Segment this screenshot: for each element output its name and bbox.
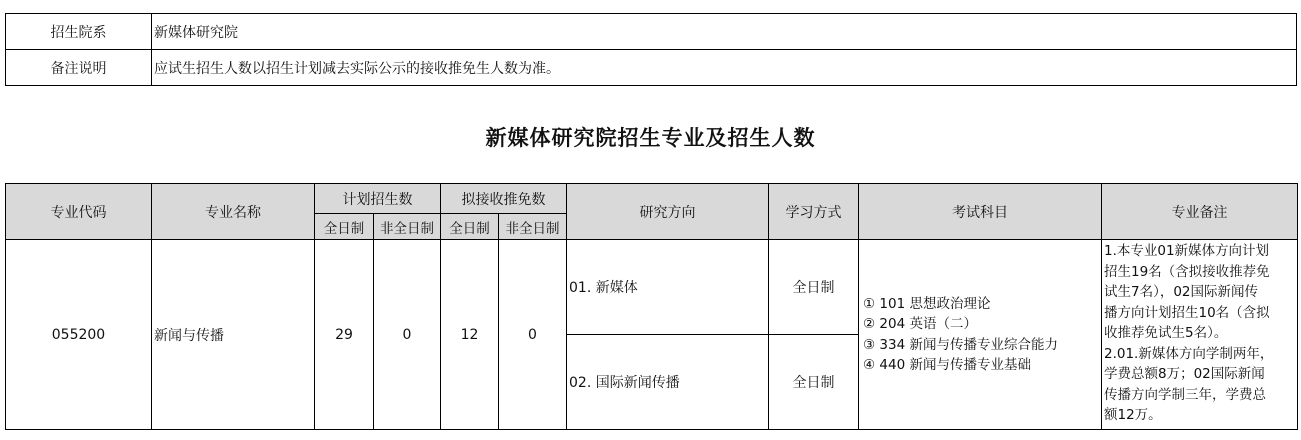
note-line: 额12万。 <box>1104 407 1162 423</box>
header-rec-fulltime: 全日制 <box>441 214 499 240</box>
plan-parttime: 0 <box>374 240 441 430</box>
program-table <box>5 183 1298 430</box>
header-plan-fulltime: 全日制 <box>315 214 374 240</box>
mode-1: 全日制 <box>769 240 859 335</box>
note-line: 2.01.新媒体方向学制两年， <box>1104 345 1274 362</box>
exam-subject: ④ 440 新闻与传播专业基础 <box>863 357 1031 373</box>
program-name: 新闻与传播 <box>152 240 315 430</box>
header-plan-parttime: 非全日制 <box>374 214 441 240</box>
program-note <box>1102 240 1298 430</box>
note-line: 1.本专业01新媒体方向计划 <box>1104 243 1270 259</box>
department-label: 招生院系 <box>6 14 152 50</box>
header-direction: 研究方向 <box>567 184 769 240</box>
table-row <box>6 240 1298 335</box>
header-recommend: 拟接收推免数 <box>441 184 567 214</box>
note-line: 学费总额8万；02国际新闻 <box>1104 366 1265 382</box>
note-line: 传播方向学制三年，学费总 <box>1104 386 1266 403</box>
rec-parttime: 0 <box>499 240 567 430</box>
info-row-remark <box>6 50 1297 86</box>
note-line: 招生19名（含拟接收推荐免 <box>1104 263 1270 280</box>
header-note: 专业备注 <box>1102 184 1298 240</box>
header-row <box>6 184 1298 214</box>
header-exam: 考试科目 <box>859 184 1102 240</box>
rec-fulltime: 12 <box>441 240 499 430</box>
header-rec-parttime: 非全日制 <box>499 214 567 240</box>
remark-label: 备注说明 <box>6 50 152 86</box>
program-code: 055200 <box>6 240 152 430</box>
page-title: 新媒体研究院招生专业及招生人数 <box>485 126 816 150</box>
direction-1: 01. 新媒体 <box>567 240 769 335</box>
header-plan: 计划招生数 <box>315 184 441 214</box>
note-line: 试生7名），02国际新闻传 <box>1104 284 1259 300</box>
note-line: 播方向计划招生10名（含拟 <box>1104 304 1270 321</box>
remark-value: 应试生招生人数以招生计划减去实际公示的接收推免生人数为准。 <box>152 50 1297 86</box>
note-line: 收推荐免试生5名）。 <box>1104 325 1228 341</box>
mode-2: 全日制 <box>769 335 859 430</box>
department-value: 新媒体研究院 <box>152 14 1297 50</box>
header-name: 专业名称 <box>152 184 315 240</box>
info-table <box>5 13 1297 86</box>
plan-fulltime: 29 <box>315 240 374 430</box>
exam-subject: ② 204 英语（二） <box>863 316 977 332</box>
info-row-department <box>6 14 1297 50</box>
header-code: 专业代码 <box>6 184 152 240</box>
exam-subjects <box>859 240 1102 430</box>
exam-subject: ① 101 思想政治理论 <box>863 295 991 312</box>
header-mode: 学习方式 <box>769 184 859 240</box>
direction-2: 02. 国际新闻传播 <box>567 335 769 430</box>
exam-subject: ③ 334 新闻与传播专业综合能力 <box>863 336 1058 353</box>
